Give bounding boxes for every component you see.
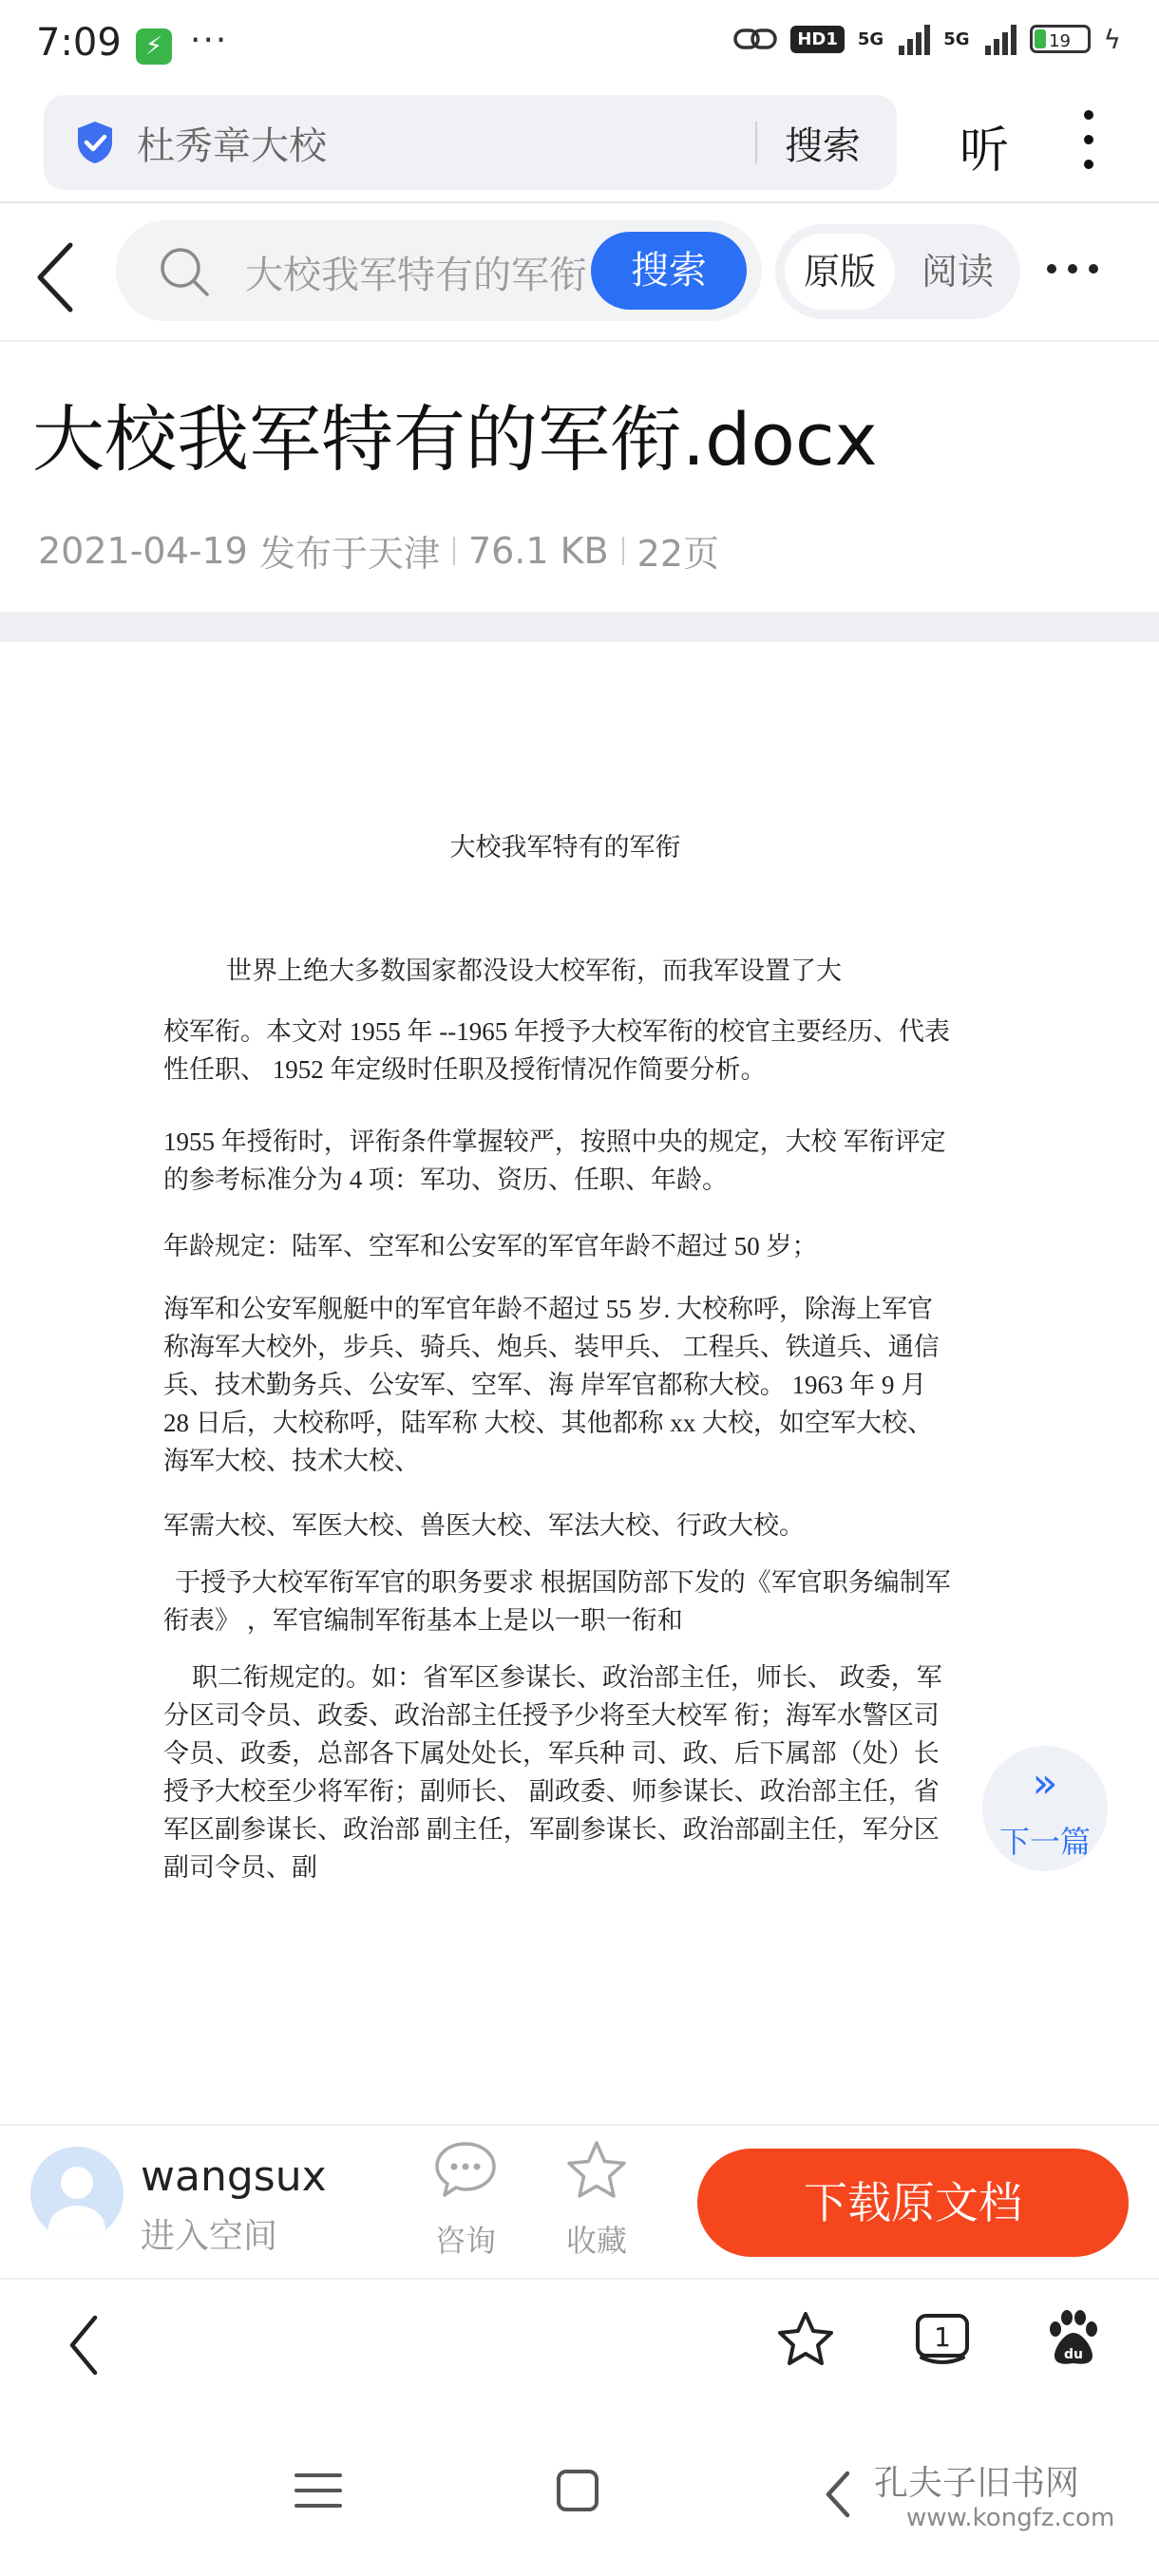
- address-search-button[interactable]: 搜索: [785, 124, 861, 168]
- double-chevron-right-icon: »: [1032, 1759, 1058, 1808]
- bookmark-star-icon[interactable]: [775, 2310, 836, 2369]
- paragraph-5: 海军和公安军舰艇中的军官年龄不超过 55 岁. 大校称呼，除海上军官称海军大校外，步兵、骑兵、炮兵、装甲兵、 工程兵、铁道兵、通信兵、技术勤务兵、公安军、空军、海 岸军官都称大校。 1963 年 9 月 28 日后，大校称呼，陆军称 大校、其他都称 xx 大校，如空军大校、海军大校、技术大校、: [163, 1295, 940, 1475]
- publish-date: 2021-04-19: [38, 529, 248, 572]
- back-icon[interactable]: [27, 236, 87, 319]
- toggle-original[interactable]: 原版: [785, 234, 895, 310]
- paragraph-7: 于授予大校军衔军官的职务要求 根据国防部下发的《军官职务编制军衔表》 ，军官编制军衔基本上是以一职一衔和: [163, 1568, 951, 1635]
- enter-space-link[interactable]: 进入空间: [141, 2217, 278, 2256]
- paragraph-2: 校军衔。本文对 1955 年 --1965 年授予大校军衔的校官主要经历、代表性任职、 1952 年定级时任职及授衔情况作简要分析。: [163, 1017, 950, 1084]
- divider: [0, 340, 1159, 342]
- svg-text:du: du: [1064, 2347, 1083, 2362]
- user-silhouette-icon: [30, 2147, 124, 2240]
- system-back-icon[interactable]: [819, 2468, 857, 2521]
- shield-check-icon: [74, 120, 116, 165]
- hd-badge: HD1: [790, 26, 845, 53]
- tabs-count: 1: [934, 2321, 951, 2353]
- signal-icon-1: [899, 23, 930, 55]
- tabs-icon: [912, 2312, 973, 2369]
- paragraph-3: 1955 年授衔时，评衔条件掌握较严，按照中央的规定，大校 军衔评定的参考标准分为 4 项：军功、资历、任职、年龄。: [163, 1127, 946, 1194]
- network-type-1: 5G: [857, 28, 884, 49]
- tabs-button[interactable]: [912, 2312, 973, 2369]
- paragraph-6: 军需大校、军医大校、兽医大校、军法大校、行政大校。: [163, 1511, 805, 1540]
- toggle-read[interactable]: 阅读: [921, 251, 994, 293]
- paragraph-4: 年龄规定：陆军、空军和公安军的军官年龄不超过 50 岁；: [163, 1232, 818, 1260]
- paragraph-8: 职二衔规定的。如：省军区参谋长、政治部主任，师长、 政委，军分区司令员、政委、政治部主任授予少将至大校军 衔；海军水警区司令员、政委，总部各下属处处长，军兵种 司、政、后下属部（处）长授予大校至少将军衔；副师长、 副政委、师参谋长、政治部主任，省军区副参谋长、政治部 副主任，军副参谋长、政治部副主任，军分区副司令员、副: [163, 1663, 942, 1882]
- charging-bolt-icon: ϟ: [1103, 23, 1121, 55]
- battery-icon: [1030, 25, 1091, 53]
- recent-apps-icon[interactable]: [294, 2473, 342, 2519]
- document-title: 大校我军特有的军衔.docx: [32, 397, 878, 482]
- document-meta: [38, 524, 719, 577]
- address-query[interactable]: 杜秀章大校: [137, 124, 327, 168]
- publish-location: 发布于天津: [258, 533, 440, 575]
- section-band: [0, 612, 1159, 642]
- divider: [0, 201, 1159, 203]
- favorite-label[interactable]: 收藏: [565, 2223, 627, 2259]
- status-time: 7:09: [36, 21, 122, 65]
- watermark-name: 孔夫子旧书网: [874, 2464, 1080, 2503]
- network-type-2: 5G: [943, 28, 970, 49]
- search-input[interactable]: 大校我军特有的军衔: [245, 254, 587, 297]
- listen-button[interactable]: 听: [960, 123, 1010, 180]
- content-title: 大校我军特有的军衔: [449, 833, 681, 862]
- link-icon: [733, 25, 777, 53]
- search-button[interactable]: 搜索: [591, 232, 747, 310]
- battery-level: 19: [1049, 31, 1071, 51]
- search-icon: [158, 245, 211, 298]
- notification-more-icon: ···: [190, 21, 229, 60]
- charging-app-icon: ⚡: [136, 28, 172, 65]
- baidu-paw-icon[interactable]: [1043, 2308, 1104, 2369]
- download-button[interactable]: 下载原文档: [697, 2149, 1129, 2257]
- consult-label[interactable]: 咨询: [434, 2223, 496, 2259]
- signal-icon-2: [985, 23, 1016, 55]
- browser-menu-icon[interactable]: [1079, 110, 1098, 171]
- more-options-icon[interactable]: [1047, 264, 1098, 274]
- nav-back-icon[interactable]: [61, 2312, 106, 2378]
- browser-nav-bar: [0, 2278, 1159, 2409]
- next-article-button[interactable]: [982, 1746, 1108, 1871]
- status-indicators: [733, 23, 1121, 55]
- username[interactable]: wangsux: [141, 2152, 327, 2201]
- chat-bubble-icon[interactable]: [433, 2139, 498, 2200]
- page-count: 22页: [636, 533, 719, 575]
- address-divider: [755, 122, 757, 163]
- star-icon[interactable]: [564, 2139, 629, 2202]
- file-size: 76.1 KB: [467, 529, 609, 572]
- avatar[interactable]: [30, 2147, 124, 2240]
- watermark-url: www.kongfz.com: [906, 2504, 1115, 2532]
- next-article-label: 下一篇: [998, 1824, 1091, 1860]
- paragraph-1: 世界上绝大多数国家都没设大校军衔，而我军设置了大: [226, 957, 842, 985]
- home-icon[interactable]: [557, 2470, 598, 2511]
